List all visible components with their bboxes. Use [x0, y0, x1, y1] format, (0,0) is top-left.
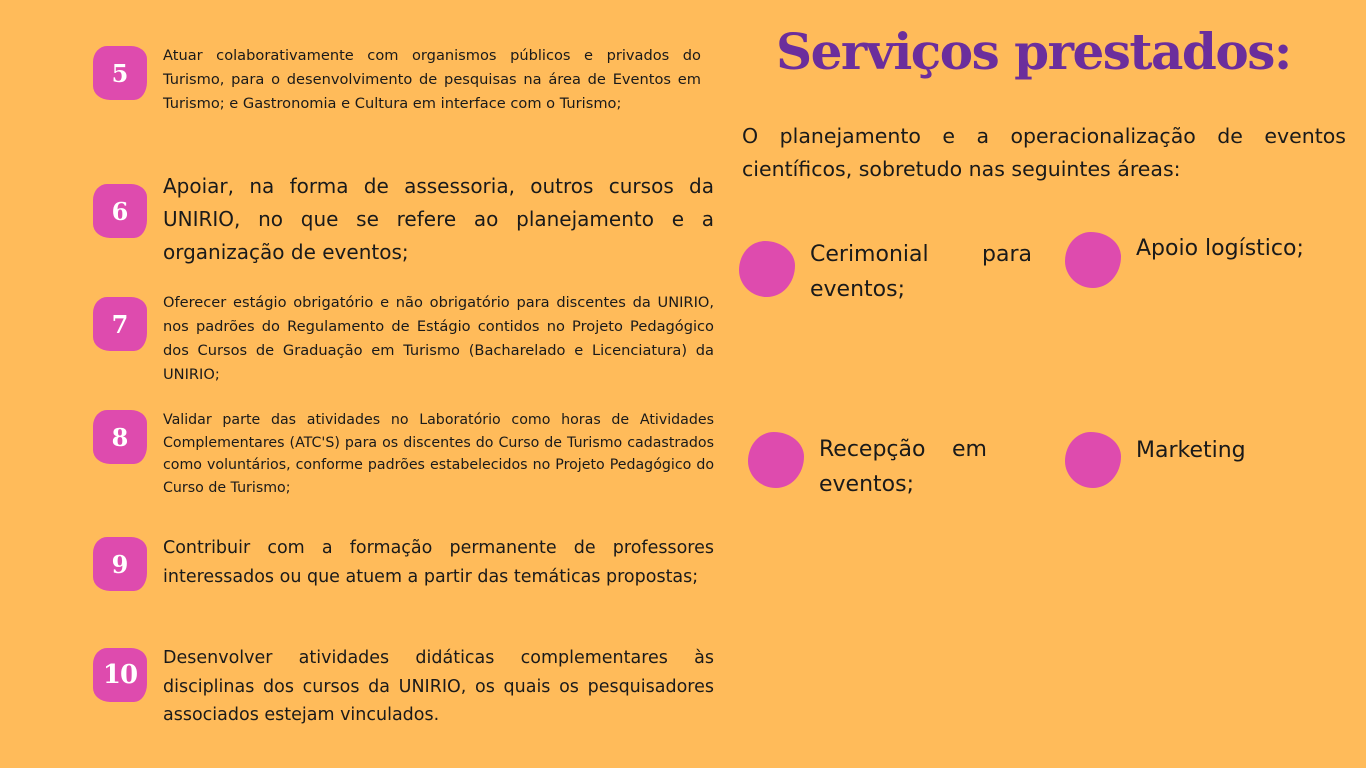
service-item-marketing: Marketing — [1136, 438, 1246, 463]
list-item-text: Oferecer estágio obrigatório e não obrigatório para discentes da UNIRIO, nos padrões do Regulamento de Estágio contidos no Projeto Pedagógico dos Cursos de Graduação em Turismo (Bacharelado e Licenciatura) da UNIRIO; — [163, 294, 714, 383]
list-item-text: Validar parte das atividades no Laboratório como horas de Atividades Complementares (ATC'S) para os discentes do Curso de Turismo cadastrados como voluntários, conforme padrões estabelecidos no Projeto Pedagógico do Curso de Turismo; — [163, 412, 714, 496]
number-badge: 9 — [93, 537, 147, 591]
services-intro: O planejamento e a operacionalização de eventos científicos, sobretudo nas seguintes áreas: — [742, 124, 1346, 181]
bullet-blob — [1065, 432, 1121, 488]
service-item-recepcao: Recepção em eventos; — [819, 437, 987, 497]
services-title: Serviços prestados: — [776, 22, 1291, 81]
bullet-blob — [1065, 232, 1121, 288]
list-item-text: Atuar colaborativamente com organismos públicos e privados do Turismo, para o desenvolvimento de pesquisas na área de Eventos em Turismo; e Gastronomia e Cultura em interface com o Turismo; — [163, 47, 701, 112]
list-item-text: Desenvolver atividades didáticas complementares às disciplinas dos cursos da UNIRIO, os quais os pesquisadores associados estejam vinculados. — [163, 648, 714, 725]
service-item-cerimonial: Cerimonial para eventos; — [810, 242, 1032, 302]
number-badge: 10 — [93, 648, 147, 702]
list-item-text: Apoiar, na forma de assessoria, outros cursos da UNIRIO, no que se refere ao planejamento e a organização de eventos; — [163, 174, 714, 264]
list-item-text: Contribuir com a formação permanente de professores interessados ou que atuem a partir das temáticas propostas; — [163, 538, 714, 587]
number-badge: 5 — [93, 46, 147, 100]
number-badge: 6 — [93, 184, 147, 238]
bullet-blob — [739, 241, 795, 297]
number-badge: 8 — [93, 410, 147, 464]
number-badge: 7 — [93, 297, 147, 351]
bullet-blob — [748, 432, 804, 488]
service-item-apoio-logistico: Apoio logístico; — [1136, 236, 1304, 261]
